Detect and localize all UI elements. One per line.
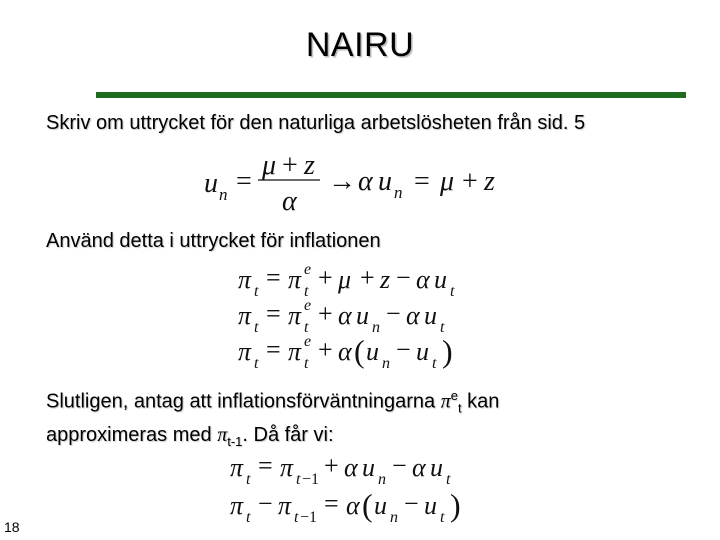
equation-block-final xyxy=(228,450,468,530)
approx-text-2: kan xyxy=(461,390,500,413)
svg-text:−: − xyxy=(396,335,411,364)
svg-text:=: = xyxy=(236,166,252,197)
svg-text:n: n xyxy=(390,509,398,526)
svg-text:+: + xyxy=(462,166,478,197)
svg-text:n: n xyxy=(372,319,380,336)
svg-text:π: π xyxy=(288,301,302,330)
svg-text:π: π xyxy=(238,337,252,366)
equation-inflation-1 xyxy=(238,262,455,300)
svg-text:−1: −1 xyxy=(302,471,320,488)
svg-text:=: = xyxy=(266,299,281,328)
svg-text:+: + xyxy=(318,335,333,364)
svg-text:=: = xyxy=(414,166,430,197)
svg-text:μ: μ xyxy=(440,166,455,197)
svg-text:t: t xyxy=(254,355,259,372)
svg-text:α: α xyxy=(338,301,352,330)
svg-text:t: t xyxy=(440,319,445,336)
svg-text:π: π xyxy=(288,337,302,366)
subscript-t-minus-1: t-1 xyxy=(227,433,243,449)
svg-text:=: = xyxy=(266,263,281,292)
slide-number: 18 xyxy=(4,519,20,535)
svg-text:−: − xyxy=(404,489,419,518)
svg-text:t: t xyxy=(246,509,251,526)
svg-text:t: t xyxy=(246,471,251,488)
svg-text:t: t xyxy=(304,283,309,300)
svg-text:π: π xyxy=(238,301,252,330)
svg-text:−: − xyxy=(392,451,407,480)
svg-text:t: t xyxy=(294,509,299,526)
svg-text:u: u xyxy=(356,301,369,330)
svg-text:t: t xyxy=(446,471,451,488)
svg-text:u: u xyxy=(424,491,437,520)
equation-nairu xyxy=(200,148,520,218)
svg-text:z: z xyxy=(484,166,495,197)
pi-symbol-2: π xyxy=(217,423,228,446)
svg-text:μ: μ xyxy=(262,150,277,181)
svg-text:u: u xyxy=(204,168,218,199)
svg-text:+: + xyxy=(324,451,339,480)
equation-final-1 xyxy=(230,451,451,488)
svg-text:u: u xyxy=(424,301,437,330)
svg-text:π: π xyxy=(288,265,302,294)
svg-text:α: α xyxy=(346,491,360,520)
svg-text:u: u xyxy=(434,265,447,294)
svg-text:n: n xyxy=(382,355,390,372)
equation-inflation-3 xyxy=(238,333,453,372)
svg-text:t: t xyxy=(254,319,259,336)
svg-text:t: t xyxy=(450,283,455,300)
svg-text:π: π xyxy=(238,265,252,294)
approx-text-1: Slutligen, antag att inflationsförväntningarna xyxy=(46,390,441,413)
svg-text:α: α xyxy=(344,453,358,482)
svg-text:+: + xyxy=(318,263,333,292)
superscript-e: e xyxy=(450,388,458,403)
svg-text:t: t xyxy=(296,471,301,488)
svg-text:n: n xyxy=(219,185,228,204)
equation-final-2 xyxy=(230,487,461,526)
svg-text:=: = xyxy=(266,335,281,364)
svg-text:−: − xyxy=(386,299,401,328)
pi-symbol: π xyxy=(440,390,451,413)
svg-text:u: u xyxy=(366,337,379,366)
svg-text:(: ( xyxy=(362,487,373,523)
svg-text:u: u xyxy=(430,453,443,482)
svg-text:(: ( xyxy=(354,333,365,369)
svg-text:): ) xyxy=(442,333,453,369)
svg-text:t: t xyxy=(254,283,259,300)
svg-text:t: t xyxy=(304,319,309,336)
svg-text:+: + xyxy=(282,150,298,181)
paragraph-use-in-inflation: Använd detta i uttrycket för inflationen xyxy=(46,230,381,252)
subscript-t: t xyxy=(457,400,462,416)
svg-text:e: e xyxy=(304,333,312,350)
svg-text:): ) xyxy=(450,487,461,523)
svg-text:π: π xyxy=(280,453,294,482)
svg-text:u: u xyxy=(378,166,392,197)
svg-text:α: α xyxy=(282,186,297,217)
svg-text:t: t xyxy=(304,355,309,372)
svg-text:u: u xyxy=(374,491,387,520)
paragraph-approximation xyxy=(46,383,499,455)
svg-text:μ: μ xyxy=(338,265,352,294)
svg-text:=: = xyxy=(324,489,339,518)
svg-text:α: α xyxy=(338,337,352,366)
svg-text:π: π xyxy=(230,491,244,520)
svg-text:e: e xyxy=(304,297,312,314)
svg-text:π: π xyxy=(278,491,292,520)
paragraph-rewrite: Skriv om uttrycket för den naturliga arbetslösheten från sid. 5 xyxy=(46,112,586,134)
svg-text:α: α xyxy=(416,265,430,294)
svg-text:=: = xyxy=(258,451,273,480)
svg-text:−: − xyxy=(258,489,273,518)
svg-text:z: z xyxy=(304,150,315,181)
title-divider xyxy=(96,92,686,98)
svg-text:t: t xyxy=(440,509,445,526)
equation-block-inflation xyxy=(236,262,486,374)
svg-text:n: n xyxy=(378,471,386,488)
approx-text-3: approximeras med xyxy=(46,423,218,446)
svg-text:α: α xyxy=(412,453,426,482)
svg-text:α: α xyxy=(358,166,373,197)
equation-inflation-2 xyxy=(238,297,445,336)
svg-text:z: z xyxy=(380,265,391,294)
approx-text-4: . Då får vi: xyxy=(242,423,334,446)
slide-title: NAIRU xyxy=(305,26,415,64)
svg-text:−1: −1 xyxy=(300,509,318,526)
svg-text:π: π xyxy=(230,453,244,482)
svg-text:n: n xyxy=(394,183,403,202)
svg-text:α: α xyxy=(406,301,420,330)
svg-text:t: t xyxy=(432,355,437,372)
svg-text:u: u xyxy=(416,337,429,366)
svg-text:+: + xyxy=(318,299,333,328)
svg-text:→: → xyxy=(328,166,356,197)
svg-text:−: − xyxy=(396,263,411,292)
svg-text:u: u xyxy=(362,453,375,482)
svg-text:e: e xyxy=(304,262,312,278)
svg-text:+: + xyxy=(360,263,375,292)
